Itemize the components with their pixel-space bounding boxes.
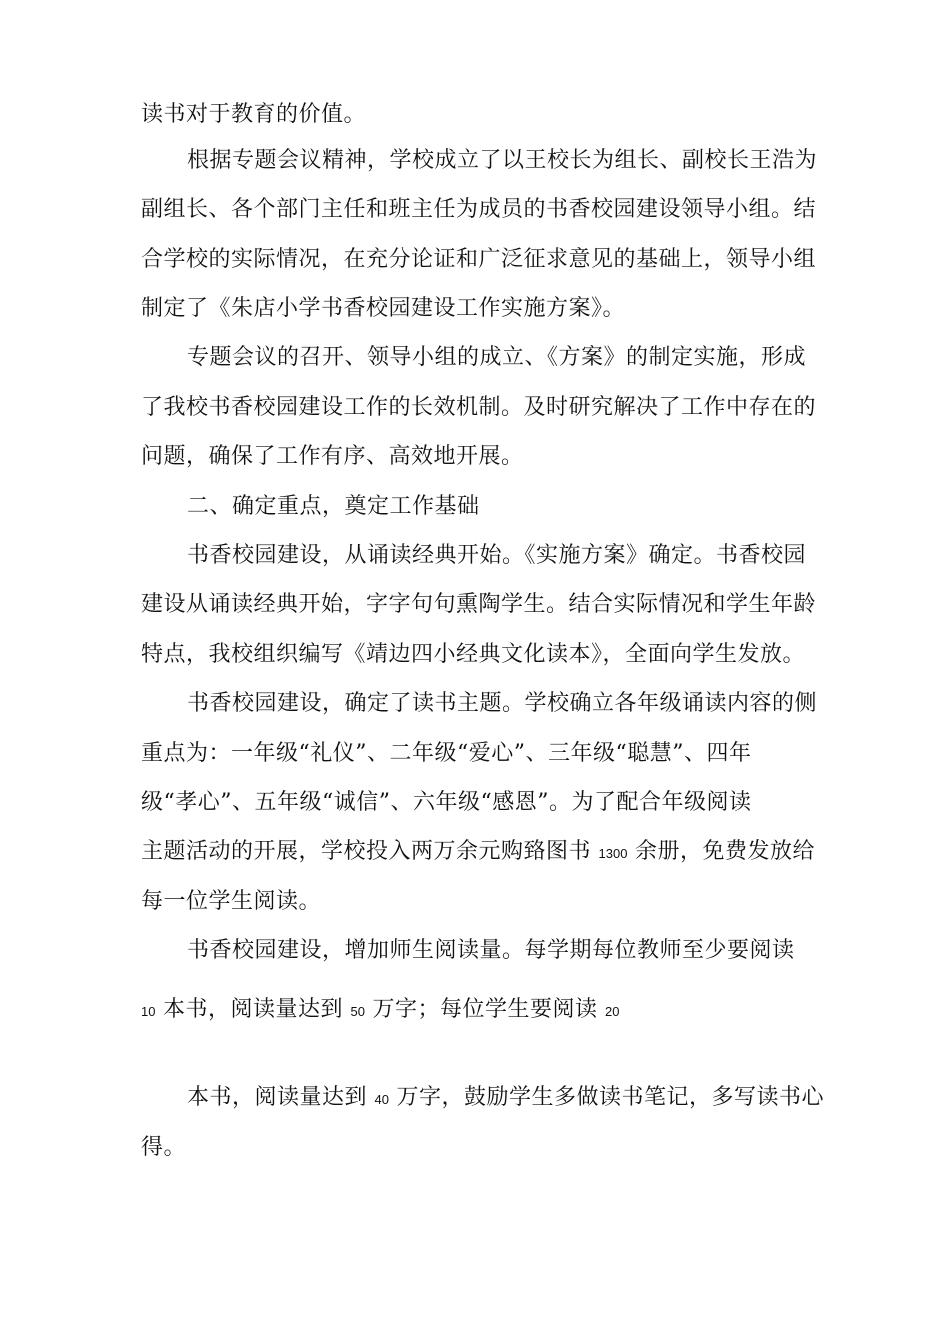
text-segment: 余册，免费发放给 xyxy=(634,839,815,864)
text-line: 了我校书香校园建设工作的长效机制。及时研究解决了工作中存在的 xyxy=(141,395,817,420)
text-line: 副组长、各个部门主任和班主任为成员的书香校园建设领导小组。结 xyxy=(141,197,817,222)
text-line: 得。 xyxy=(141,1135,187,1160)
number-segment: 20 xyxy=(604,1004,620,1019)
text-line: 书香校园建设，确定了读书主题。学校确立各年级诵读内容的侧 xyxy=(187,691,818,716)
text-line: 书香校园建设，增加师生阅读量。每学期每位教师至少要阅读 xyxy=(187,938,795,963)
text-line: 制定了《朱店小学书香校园建设工作实施方案》。 xyxy=(141,296,626,321)
text-segment: 本书，阅读量达到 xyxy=(162,997,343,1022)
text-line xyxy=(141,996,831,1026)
text-line: 建设从诵读经典开始，字字句句熏陶学生。结合实际情况和学生年龄 xyxy=(141,592,817,617)
text-segment: 主题活动的开展，学校投入两万余元购臵图书 xyxy=(141,839,592,864)
number-segment: 1300 xyxy=(598,846,628,861)
text-line: 根据专题会议精神，学校成立了以王校长为组长、副校长王浩为 xyxy=(187,148,818,173)
text-segment: 万字；每位学生要阅读 xyxy=(372,997,598,1022)
text-line: 专题会议的召开、领导小组的成立、《方案》的制定实施，形成 xyxy=(187,345,807,370)
text-line: 问题，确保了工作有序、高效地开展。 xyxy=(141,444,524,469)
text-line: 书香校园建设，从诵读经典开始。《实施方案》确定。书香校园 xyxy=(187,543,807,568)
text-segment: 万字，鼓励学生多做读书笔记，多写读书心 xyxy=(396,1085,824,1110)
text-line: 合学校的实际情况，在充分论证和广泛征求意见的基础上，领导小组 xyxy=(141,247,817,272)
number-segment: 40 xyxy=(374,1092,389,1107)
section-heading: 二、确定重点，奠定工作基础 xyxy=(187,494,480,519)
number-segment: 10 xyxy=(141,1004,156,1019)
text-line xyxy=(187,1084,831,1114)
text-line: 每一位学生阅读。 xyxy=(141,889,322,914)
text-line: 读书对于教育的价值。 xyxy=(141,102,367,127)
number-segment: 50 xyxy=(350,1004,365,1019)
text-line xyxy=(141,838,831,868)
text-line: 特点，我校组织编写《靖边四小经典文化读本》，全面向学生发放。 xyxy=(141,642,806,667)
text-line: 级“孝心”、五年级“诚信”、六年级“感恩”。为了配合年级阅读 xyxy=(141,790,752,815)
text-segment: 本书，阅读量达到 xyxy=(187,1085,368,1110)
text-line: 重点为：一年级“礼仪”、二年级“爱心”、三年级“聪慧”、四年 xyxy=(141,741,752,766)
